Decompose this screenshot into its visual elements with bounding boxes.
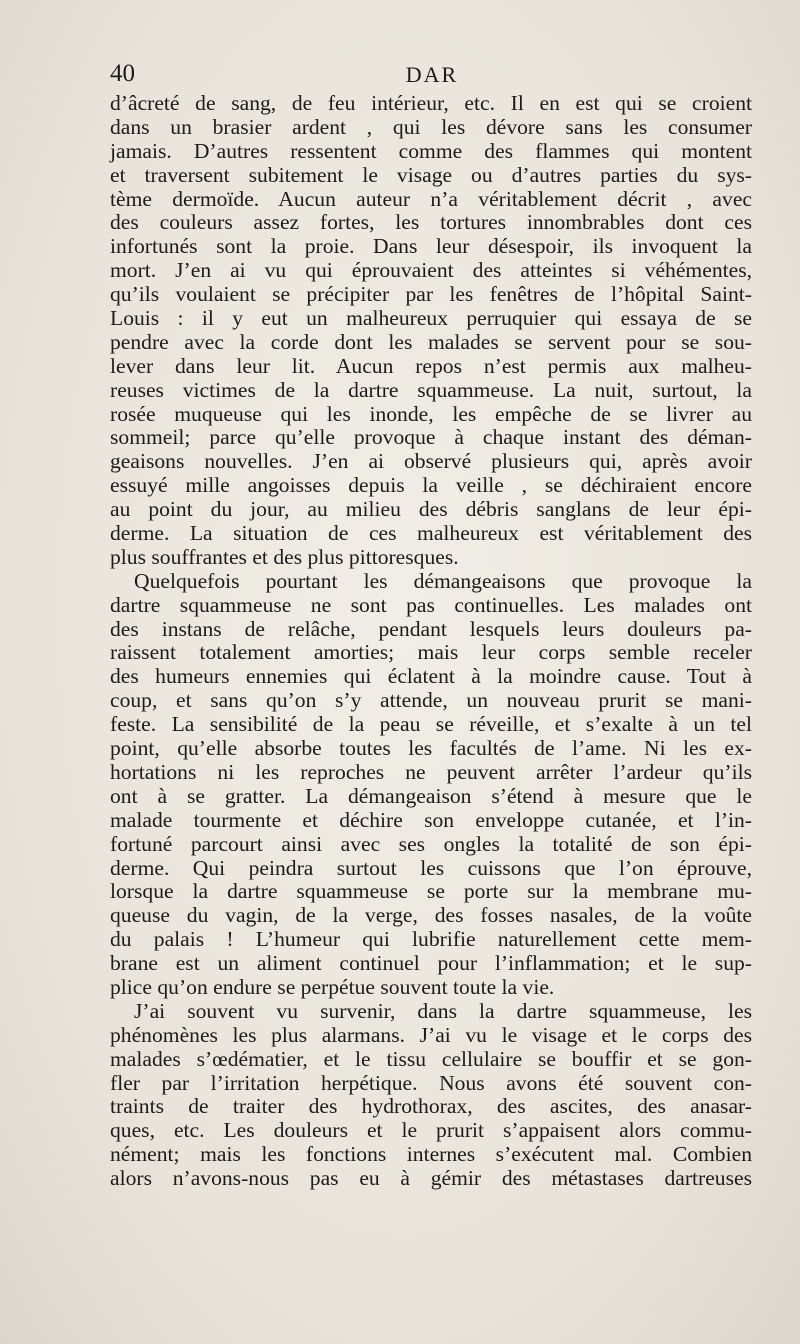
text-line: J’ai souvent vu survenir, dans la dartre squammeuse, les [134,998,752,1023]
text-line: essuyé mille angoisses depuis la veille , se déchiraient encore [110,473,752,498]
text-line: point, qu’elle absorbe toutes les facultés de l’ame. Ni les ex- [110,736,752,761]
text-line: et traversent subitement le visage ou d’autres parties du sys- [110,162,752,187]
text-line: fler par l’irritation herpétique. Nous avons été souvent con- [110,1070,752,1095]
text-line: feste. La sensibilité de la peau se réveille, et s’exalte à un tel [110,712,752,737]
text-line: d’âcreté de sang, de feu intérieur, etc. Il en est qui se croient [110,91,752,115]
text-line: queuse du vagin, de la verge, des fosses nasales, de la voûte [110,903,752,928]
text-line: dartre squammeuse ne sont pas continuelles. Les malades ont [110,592,752,617]
body-text [110,92,752,1191]
text-line: jamais. D’autres ressentent comme des flammes qui montent [110,138,752,163]
text-line: ques, etc. Les douleurs et le prurit s’appaisent alors commu- [110,1118,752,1143]
text-line: fortuné parcourt ainsi avec ses ongles la totalité de son épi- [110,831,752,856]
text-line: hortations ni les reproches ne peuvent arrêter l’ardeur qu’ils [110,759,752,784]
text-line: des humeurs ennemies qui éclatent à la moindre cause. Tout à [110,664,752,689]
text-line: malades s’œdématier, et le tissu cellulaire se bouffir et se gon- [110,1046,752,1071]
text-line: coup, et sans qu’on s’y attende, un nouveau prurit se mani- [110,688,752,713]
text-line: raissent totalement amorties; mais leur corps semble receler [110,640,752,665]
text-line: nément; mais les fonctions internes s’exécutent mal. Combien [110,1142,752,1167]
page-header [110,60,754,88]
text-line: tème dermoïde. Aucun auteur n’a véritablement décrit , avec [110,186,752,211]
text-line: alors n’avons-nous pas eu à gémir des métastases dartreuses [110,1166,752,1191]
text-line: plus souffrantes et des plus pittoresques. [110,544,459,569]
text-line: derme. Qui peindra surtout les cuissons que l’on éprouve, [110,855,752,880]
text-line: sommeil; parce qu’elle provoque à chaque instant des déman- [110,425,752,450]
text-line: des instans de relâche, pendant lesquels leurs douleurs pa- [110,616,752,641]
running-head: DAR [405,62,459,87]
text-line: infortunés sont la proie. Dans leur désespoir, ils invoquent la [110,234,752,259]
text-line: dans un brasier ardent , qui les dévore sans les consumer [110,114,752,139]
text-line: des couleurs assez fortes, les tortures innombrables dont ces [110,210,752,235]
text-line: derme. La situation de ces malheureux est véritablement des [110,521,752,546]
paragraph-1 [110,92,752,570]
text-line: rosée muqueuse qui les inonde, les empêche de se livrer au [110,401,752,426]
text-line: malade tourmente et déchire son enveloppe cutanée, et l’in- [110,807,752,832]
text-line: reuses victimes de la dartre squammeuse. La nuit, surtout, la [110,377,752,402]
text-line: ont à se gratter. La démangeaison s’étend à mesure que le [110,783,752,808]
text-line: Louis : il y eut un malheureux perruquier qui essaya de se [110,306,752,331]
text-line: mort. J’en ai vu qui éprouvaient des atteintes si véhémentes, [110,258,752,283]
text-line: lever dans leur lit. Aucun repos n’est permis aux malheu- [110,353,752,378]
text-line: du palais ! L’humeur qui lubrifie naturellement cette mem- [110,927,752,952]
text-line: Quelquefois pourtant les démangeaisons que provoque la [134,568,752,593]
paragraph-2 [110,570,752,1000]
text-line: qu’ils voulaient se précipiter par les fenêtres de l’hôpital Saint- [110,282,752,307]
text-line: au point du jour, au milieu des débris sanglans de leur épi- [110,497,752,522]
paragraph-3 [110,1000,752,1191]
text-line: pendre avec la corde dont les malades se servent pour se sou- [110,329,752,354]
text-line: plice qu’on endure se perpétue souvent toute la vie. [110,974,555,999]
text-line: phénomènes les plus alarmans. J’ai vu le visage et le corps des [110,1022,752,1047]
text-line: traints de traiter des hydrothorax, des ascites, des anasar- [110,1094,752,1119]
page-number: 40 [110,60,135,87]
text-line: brane est un aliment continuel pour l’inflammation; et le sup- [110,951,752,976]
text-line: lorsque la dartre squammeuse se porte sur la membrane mu- [110,879,752,904]
text-line: geaisons nouvelles. J’en ai observé plusieurs qui, après avoir [110,449,752,474]
